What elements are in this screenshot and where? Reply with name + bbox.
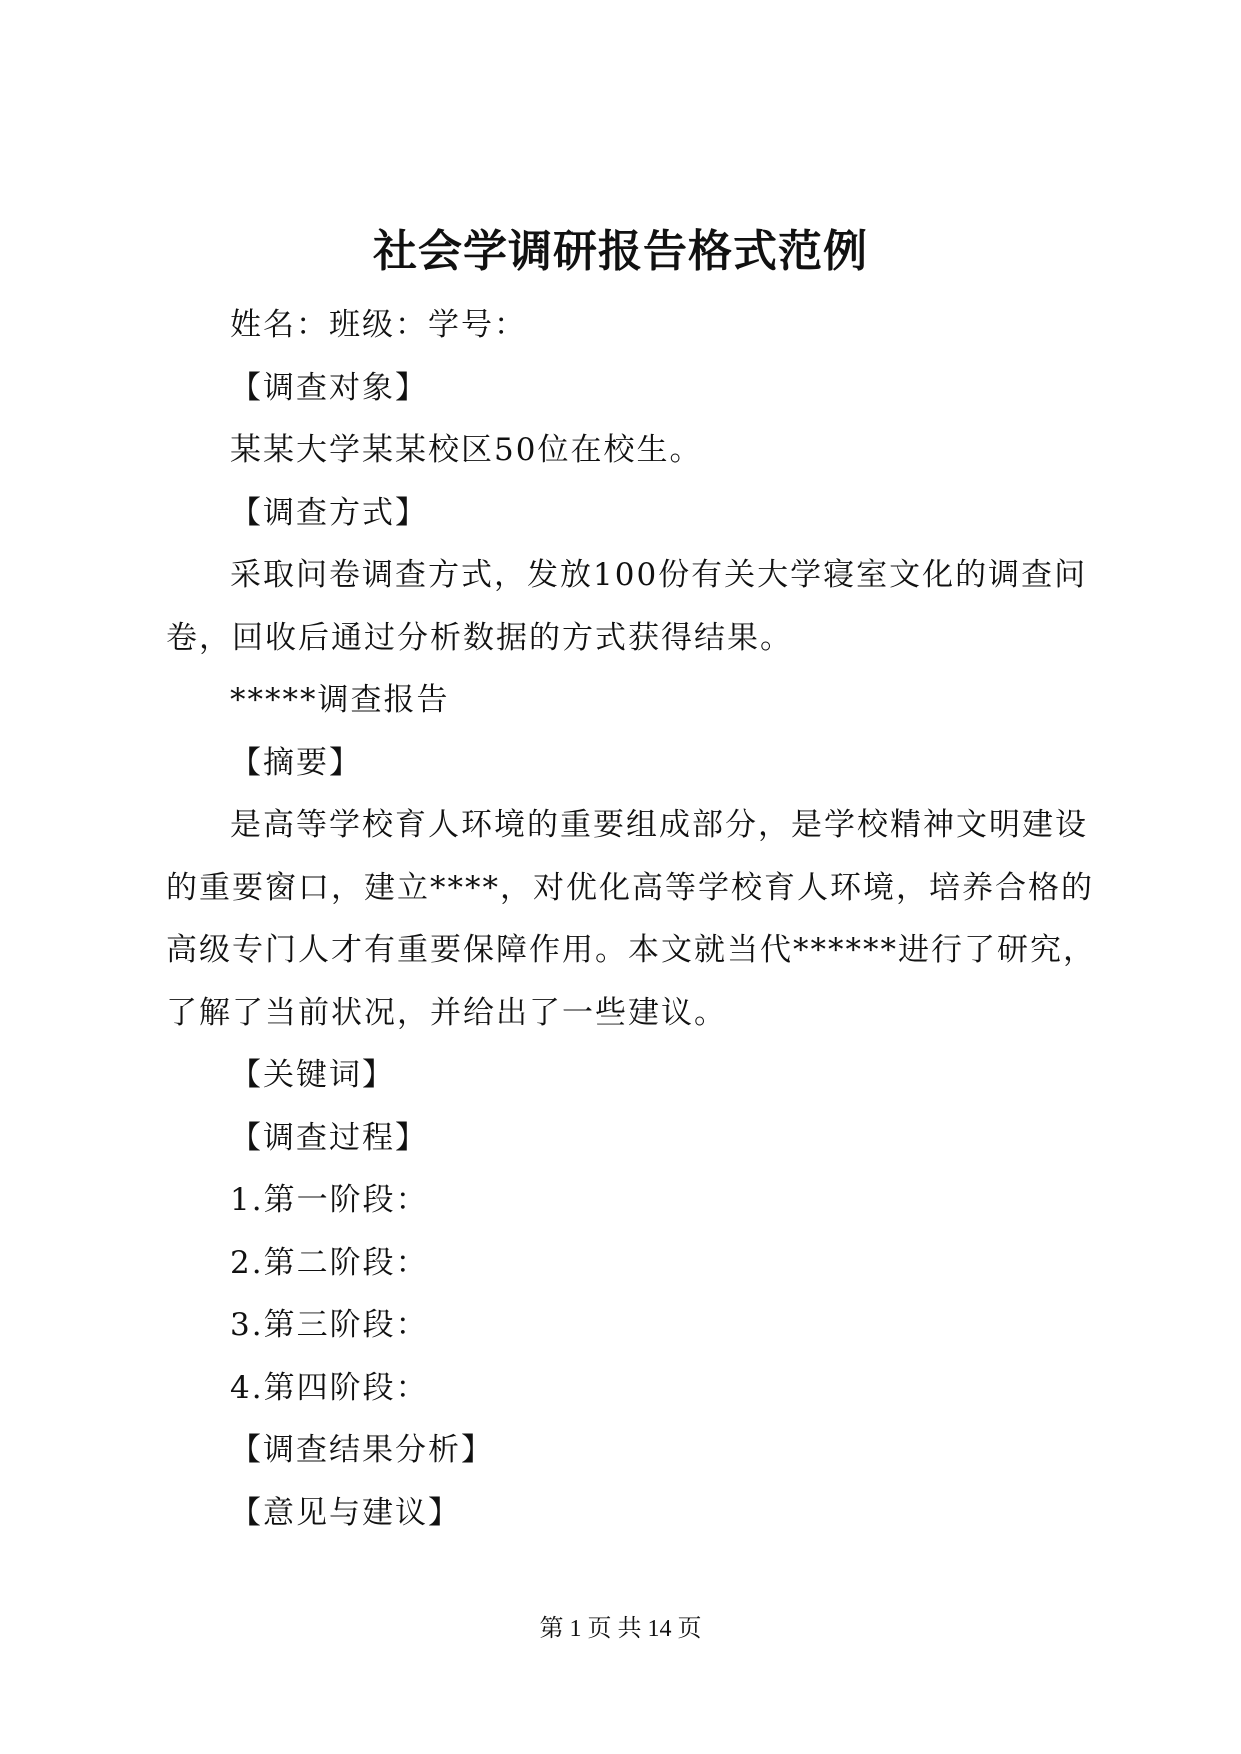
- report-name-line: *****调查报告: [230, 682, 450, 718]
- section-heading-keywords: 【关键词】: [230, 1057, 395, 1093]
- abstract-text-line-2: 的重要窗口，建立****，对优化高等学校育人环境，培养合格的: [166, 869, 1094, 906]
- student-info-line: 姓名：班级：学号：: [230, 307, 527, 343]
- survey-method-text-line-1: 采取问卷调查方式，发放100份有关大学寝室文化的调查问: [230, 557, 1088, 593]
- section-heading-survey-subject: 【调查对象】: [230, 369, 428, 406]
- process-stage-3: 3.第三阶段：: [230, 1307, 429, 1343]
- abstract-text-line-4: 了解了当前状况，并给出了一些建议。: [166, 994, 727, 1031]
- section-heading-suggestions: 【意见与建议】: [230, 1494, 461, 1531]
- process-stage-4: 4.第四阶段：: [230, 1369, 429, 1406]
- section-heading-abstract: 【摘要】: [230, 744, 362, 781]
- survey-subject-text: 某某大学某某校区50位在校生。: [230, 432, 703, 468]
- process-stage-2: 2.第二阶段：: [230, 1244, 429, 1281]
- section-heading-survey-process: 【调查过程】: [230, 1119, 428, 1156]
- section-heading-survey-method: 【调查方式】: [230, 494, 428, 531]
- abstract-text-line-3: 高级专门人才有重要保障作用。本文就当代******进行了研究，: [166, 932, 1096, 968]
- document-title: 社会学调研报告格式范例: [373, 226, 868, 277]
- survey-method-text-line-2: 卷，回收后通过分析数据的方式获得结果。: [166, 619, 793, 656]
- abstract-text-line-1: 是高等学校育人环境的重要组成部分，是学校精神文明建设: [230, 807, 1088, 843]
- process-stage-1: 1.第一阶段：: [230, 1182, 429, 1218]
- page-number-footer: 第 1 页 共 14 页: [539, 1616, 702, 1642]
- document-body: [166, 294, 1100, 1544]
- section-heading-result-analysis: 【调查结果分析】: [230, 1432, 494, 1468]
